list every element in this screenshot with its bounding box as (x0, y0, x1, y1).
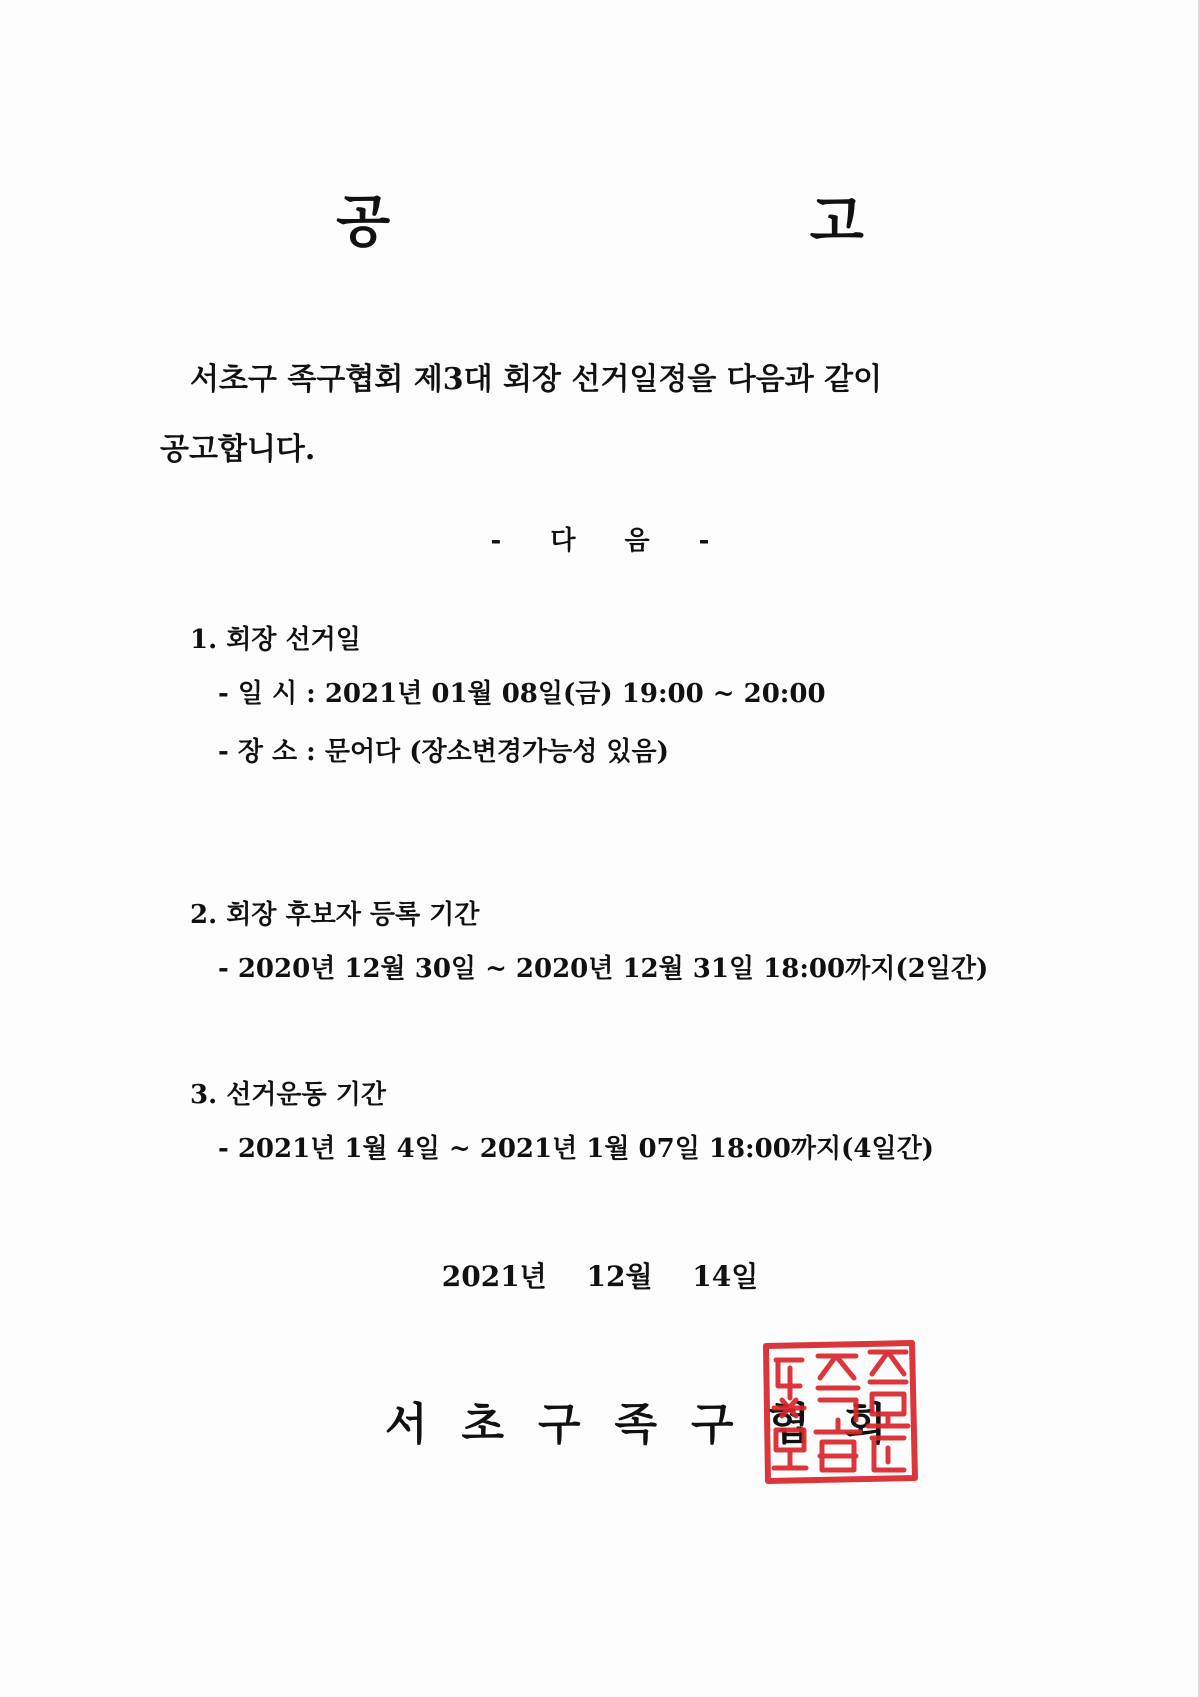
intro-line-2: 공고합니다. (160, 432, 316, 467)
section-row-location: - 장 소 : 문어다 (장소변경가능성 있음) (218, 737, 669, 767)
section-registration-period (190, 890, 988, 998)
section-row-period: - 2021년 1월 4일 ~ 2021년 1월 07일 18:00까지(4일간) (218, 1134, 934, 1164)
section-row-period: - 2020년 12월 30일 ~ 2020년 12월 31일 18:00까지(2일간) (218, 954, 989, 984)
divider-heading: - 다 음 - (490, 526, 710, 556)
section-heading: 3. 선거운동 기간 (190, 1080, 386, 1110)
official-seal-icon (760, 1338, 920, 1486)
section-election-date (190, 615, 826, 781)
document-title: 공 고 (336, 189, 1064, 255)
section-row-datetime: - 일 시 : 2021년 01월 08일(금) 19:00 ~ 20:00 (218, 679, 826, 709)
section-heading: 2. 회장 후보자 등록 기간 (190, 900, 480, 930)
organization-name: 서초구족구협회 (385, 1399, 921, 1450)
intro-line-1: 서초구 족구협회 제3대 회장 선거일정을 다음과 같이 (190, 362, 883, 397)
intro-paragraph (160, 345, 1060, 485)
issue-date: 2021년 12월 14일 (441, 1260, 759, 1293)
section-heading: 1. 회장 선거일 (190, 625, 361, 655)
section-campaign-period (190, 1070, 934, 1178)
